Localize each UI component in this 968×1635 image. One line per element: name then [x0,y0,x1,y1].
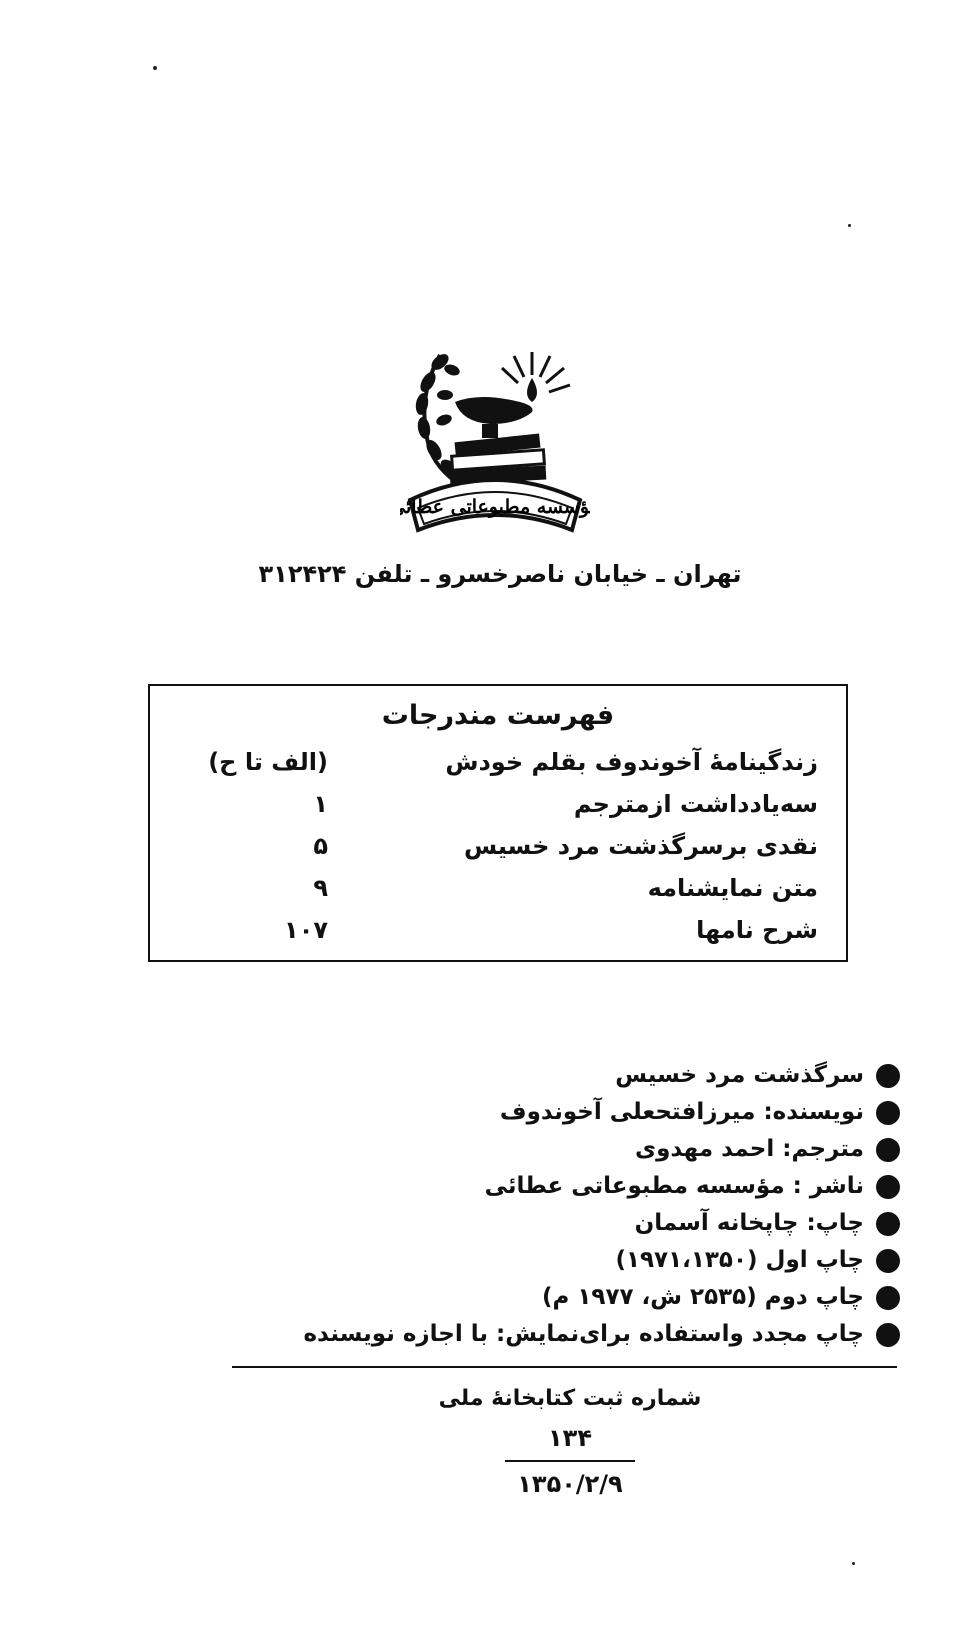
info-text: چاپ دوم (۲۵۳۵ ش، ۱۹۷۷ م) [541,1284,864,1310]
toc-row [174,748,822,788]
list-item [615,1247,900,1283]
divider [505,1460,635,1462]
bullet-icon [876,1323,900,1347]
info-text: چاپ اول (۱۹۷۱،۱۳۵۰) [615,1247,864,1273]
info-text: سرگذشت مرد خسیس [615,1062,864,1088]
toc-row-page: ۱ [313,790,328,818]
bullet-icon [876,1101,900,1125]
toc-row [174,916,822,956]
scan-speck [153,66,157,70]
registration-label: شماره ثبت کتابخانهٔ ملی [438,1386,702,1411]
registration-date: ۱۳۵۰/۲/۹ [517,1470,623,1498]
bullet-icon [876,1249,900,1273]
toc-row-page: ۹ [313,874,328,902]
toc-row [174,832,822,872]
publisher-address: تهران ـ خیابان ناصرخسرو ـ تلفن ۳۱۲۴۲۴ [258,560,742,588]
bullet-icon [876,1138,900,1162]
publisher-logo [400,340,590,540]
list-item [635,1136,900,1172]
list-item [542,1284,900,1320]
registration-number: ۱۳۴ [548,1424,592,1452]
bullet-icon [876,1286,900,1310]
scan-speck [848,224,851,227]
list-item [303,1321,900,1357]
info-text: مترجم: احمد مهدوی [634,1136,864,1162]
toc-row-title: نقدی برسرگذشت مرد خسیس [463,832,818,860]
toc-row-title: شرح نامها [696,916,818,944]
info-text: چاپ: چاپخانه آسمان [634,1210,864,1236]
toc-row [174,874,822,914]
info-text: ناشر : مؤسسه مطبوعاتی عطائی [484,1173,864,1199]
toc-row-page: ۵ [313,832,328,860]
toc-row-page: (الف تا ح) [208,748,328,776]
list-item [485,1173,900,1209]
toc-row-title: متن نمایشنامه [647,874,818,902]
scan-speck [852,1562,855,1565]
info-text: نویسنده: میرزافتحعلی آخوندوف [499,1099,864,1125]
list-item [635,1210,900,1246]
table-of-contents [148,684,848,962]
toc-row-title: سه‌یادداشت ازمترجم [573,790,818,818]
list-item [615,1062,900,1098]
bullet-icon [876,1175,900,1199]
info-text: چاپ مجدد واستفاده برای‌نمایش: با اجازه نویسنده [303,1321,864,1347]
logo-seal-text: مؤسسه مطبوعاتی عطائی [400,496,590,518]
lamp-books-emblem [400,340,590,540]
toc-row-page: ۱۰۷ [284,916,328,944]
toc-title: فهرست مندرجات [381,700,615,731]
bullet-icon [876,1064,900,1088]
toc-row-title: زندگینامهٔ آخوندوف بقلم خودش [445,748,818,776]
divider [232,1366,897,1368]
toc-row [174,790,822,830]
bullet-icon [876,1212,900,1236]
list-item [500,1099,900,1135]
